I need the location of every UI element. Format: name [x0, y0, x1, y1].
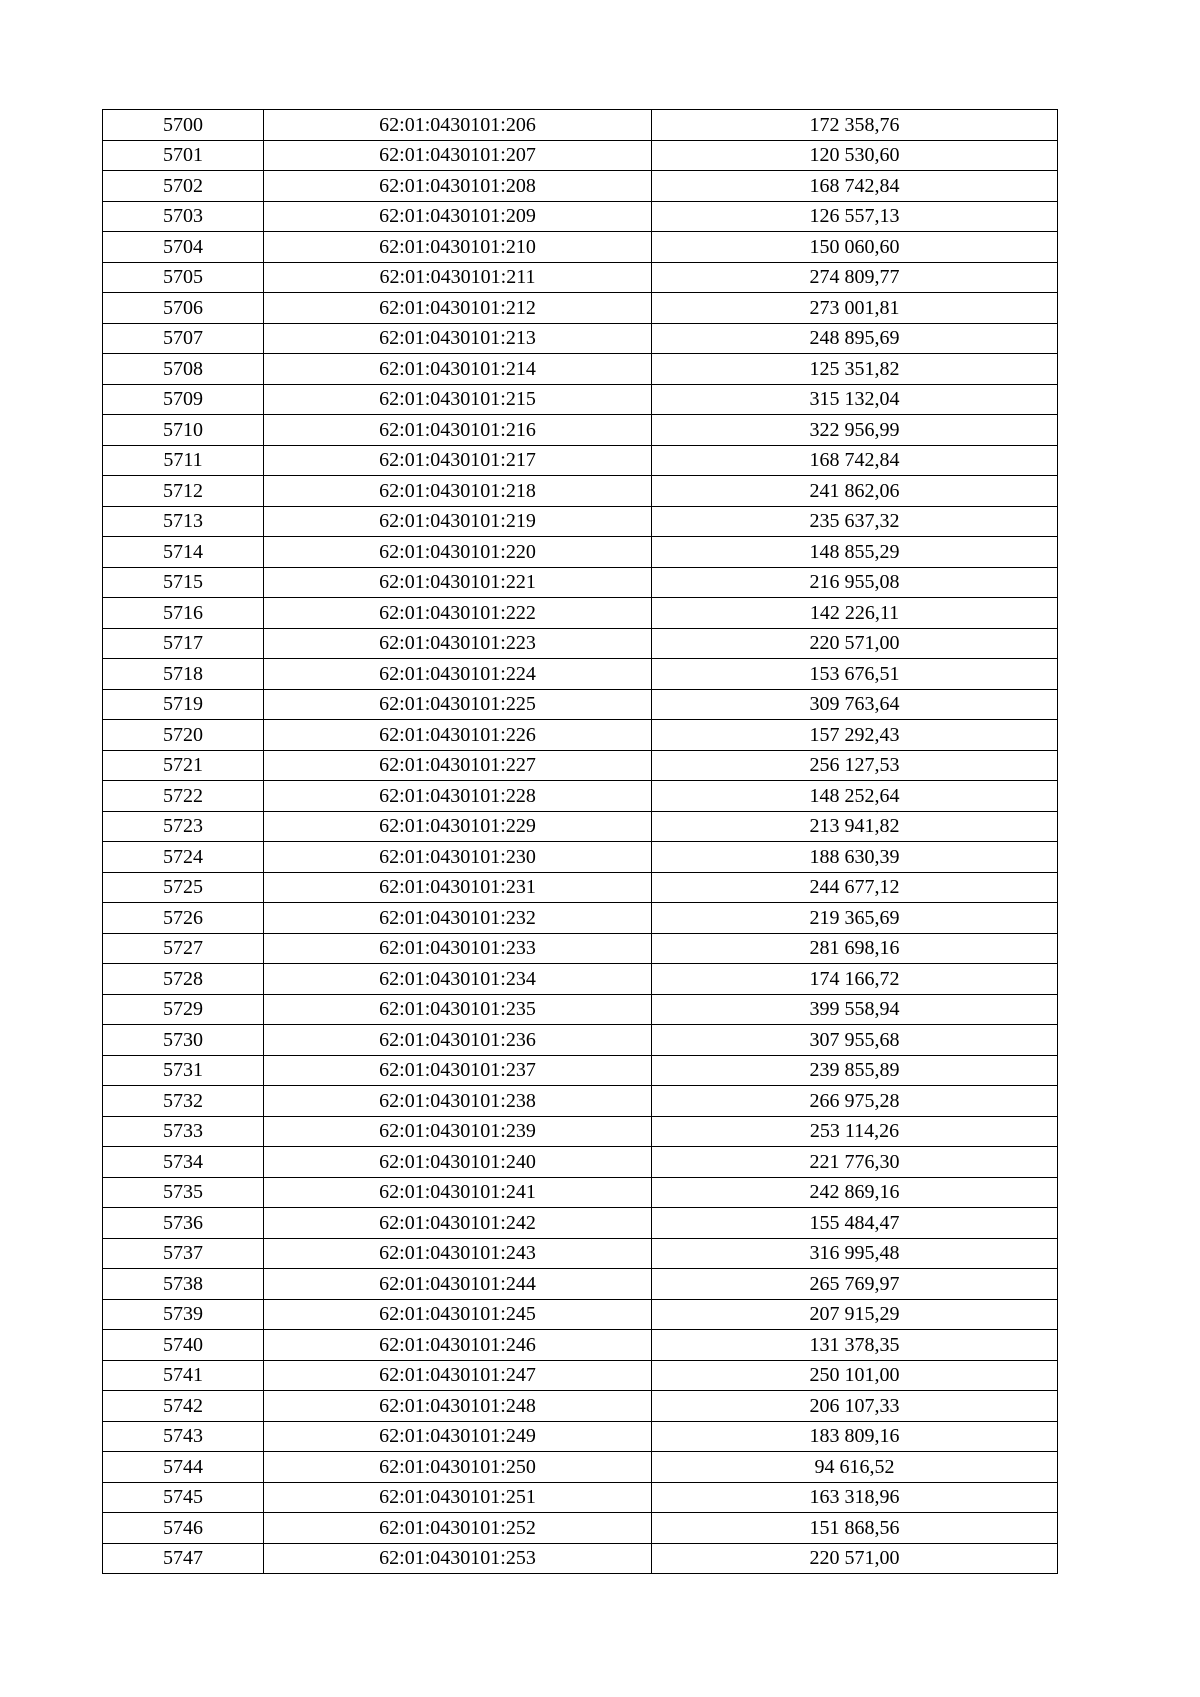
cadastral-number-cell: 62:01:0430101:251 [264, 1482, 652, 1513]
table-body [103, 110, 1058, 1574]
row-number-cell: 5727 [103, 933, 264, 964]
cadastral-number-cell: 62:01:0430101:208 [264, 171, 652, 202]
cadastral-value-cell: 94 616,52 [652, 1452, 1058, 1483]
cadastral-number-cell: 62:01:0430101:250 [264, 1452, 652, 1483]
table-row [103, 1086, 1058, 1117]
table-row [103, 1360, 1058, 1391]
table-row [103, 1299, 1058, 1330]
table-row [103, 689, 1058, 720]
row-number-cell: 5746 [103, 1513, 264, 1544]
row-number-cell: 5711 [103, 445, 264, 476]
table-row [103, 1025, 1058, 1056]
table-row [103, 354, 1058, 385]
cadastral-value-cell: 157 292,43 [652, 720, 1058, 751]
cadastral-value-cell: 206 107,33 [652, 1391, 1058, 1422]
row-number-cell: 5742 [103, 1391, 264, 1422]
cadastral-value-cell: 399 558,94 [652, 994, 1058, 1025]
table-row [103, 171, 1058, 202]
cadastral-value-cell: 266 975,28 [652, 1086, 1058, 1117]
row-number-cell: 5701 [103, 140, 264, 171]
row-number-cell: 5709 [103, 384, 264, 415]
table-row [103, 750, 1058, 781]
row-number-cell: 5739 [103, 1299, 264, 1330]
table-row [103, 445, 1058, 476]
cadastral-number-cell: 62:01:0430101:216 [264, 415, 652, 446]
cadastral-number-cell: 62:01:0430101:241 [264, 1177, 652, 1208]
row-number-cell: 5744 [103, 1452, 264, 1483]
table-row [103, 384, 1058, 415]
table-row [103, 903, 1058, 934]
cadastral-number-cell: 62:01:0430101:234 [264, 964, 652, 995]
row-number-cell: 5716 [103, 598, 264, 629]
cadastral-number-cell: 62:01:0430101:215 [264, 384, 652, 415]
cadastral-value-cell: 151 868,56 [652, 1513, 1058, 1544]
cadastral-value-cell: 219 365,69 [652, 903, 1058, 934]
row-number-cell: 5708 [103, 354, 264, 385]
cadastral-value-cell: 307 955,68 [652, 1025, 1058, 1056]
cadastral-number-cell: 62:01:0430101:211 [264, 262, 652, 293]
cadastral-value-cell: 241 862,06 [652, 476, 1058, 507]
cadastral-value-cell: 142 226,11 [652, 598, 1058, 629]
cadastral-value-cell: 274 809,77 [652, 262, 1058, 293]
cadastral-number-cell: 62:01:0430101:243 [264, 1238, 652, 1269]
cadastral-number-cell: 62:01:0430101:248 [264, 1391, 652, 1422]
table-row [103, 1543, 1058, 1574]
table-row [103, 506, 1058, 537]
cadastral-value-cell: 163 318,96 [652, 1482, 1058, 1513]
table-row [103, 537, 1058, 568]
table-row [103, 1330, 1058, 1361]
row-number-cell: 5703 [103, 201, 264, 232]
table-row [103, 1147, 1058, 1178]
row-number-cell: 5723 [103, 811, 264, 842]
cadastral-number-cell: 62:01:0430101:237 [264, 1055, 652, 1086]
row-number-cell: 5713 [103, 506, 264, 537]
row-number-cell: 5738 [103, 1269, 264, 1300]
cadastral-number-cell: 62:01:0430101:209 [264, 201, 652, 232]
cadastral-value-cell: 207 915,29 [652, 1299, 1058, 1330]
row-number-cell: 5732 [103, 1086, 264, 1117]
table-row [103, 1452, 1058, 1483]
cadastral-number-cell: 62:01:0430101:206 [264, 110, 652, 141]
row-number-cell: 5712 [103, 476, 264, 507]
cadastral-number-cell: 62:01:0430101:221 [264, 567, 652, 598]
row-number-cell: 5718 [103, 659, 264, 690]
cadastral-value-table [102, 109, 1058, 1574]
cadastral-value-cell: 188 630,39 [652, 842, 1058, 873]
table-row [103, 1482, 1058, 1513]
cadastral-value-cell: 253 114,26 [652, 1116, 1058, 1147]
cadastral-value-cell: 315 132,04 [652, 384, 1058, 415]
table-row [103, 567, 1058, 598]
cadastral-value-cell: 220 571,00 [652, 628, 1058, 659]
table-row [103, 598, 1058, 629]
row-number-cell: 5706 [103, 293, 264, 324]
row-number-cell: 5731 [103, 1055, 264, 1086]
table-row [103, 1116, 1058, 1147]
cadastral-number-cell: 62:01:0430101:235 [264, 994, 652, 1025]
row-number-cell: 5741 [103, 1360, 264, 1391]
cadastral-number-cell: 62:01:0430101:212 [264, 293, 652, 324]
row-number-cell: 5700 [103, 110, 264, 141]
row-number-cell: 5735 [103, 1177, 264, 1208]
table-row [103, 872, 1058, 903]
table-row [103, 232, 1058, 263]
table-row [103, 1513, 1058, 1544]
row-number-cell: 5702 [103, 171, 264, 202]
cadastral-number-cell: 62:01:0430101:225 [264, 689, 652, 720]
cadastral-value-cell: 273 001,81 [652, 293, 1058, 324]
table-row [103, 842, 1058, 873]
cadastral-number-cell: 62:01:0430101:230 [264, 842, 652, 873]
row-number-cell: 5707 [103, 323, 264, 354]
row-number-cell: 5733 [103, 1116, 264, 1147]
table-row [103, 323, 1058, 354]
cadastral-value-cell: 126 557,13 [652, 201, 1058, 232]
table-row [103, 110, 1058, 141]
row-number-cell: 5725 [103, 872, 264, 903]
row-number-cell: 5728 [103, 964, 264, 995]
row-number-cell: 5710 [103, 415, 264, 446]
cadastral-value-cell: 221 776,30 [652, 1147, 1058, 1178]
cadastral-value-cell: 239 855,89 [652, 1055, 1058, 1086]
row-number-cell: 5737 [103, 1238, 264, 1269]
cadastral-number-cell: 62:01:0430101:242 [264, 1208, 652, 1239]
cadastral-number-cell: 62:01:0430101:224 [264, 659, 652, 690]
row-number-cell: 5717 [103, 628, 264, 659]
cadastral-number-cell: 62:01:0430101:253 [264, 1543, 652, 1574]
cadastral-value-cell: 248 895,69 [652, 323, 1058, 354]
cadastral-number-cell: 62:01:0430101:228 [264, 781, 652, 812]
table-row [103, 659, 1058, 690]
cadastral-value-cell: 256 127,53 [652, 750, 1058, 781]
table-row [103, 994, 1058, 1025]
cadastral-number-cell: 62:01:0430101:240 [264, 1147, 652, 1178]
cadastral-number-cell: 62:01:0430101:214 [264, 354, 652, 385]
cadastral-value-cell: 216 955,08 [652, 567, 1058, 598]
cadastral-value-cell: 213 941,82 [652, 811, 1058, 842]
cadastral-value-cell: 322 956,99 [652, 415, 1058, 446]
cadastral-number-cell: 62:01:0430101:246 [264, 1330, 652, 1361]
row-number-cell: 5740 [103, 1330, 264, 1361]
cadastral-number-cell: 62:01:0430101:244 [264, 1269, 652, 1300]
table-row [103, 811, 1058, 842]
table-row [103, 1177, 1058, 1208]
table-row [103, 628, 1058, 659]
cadastral-value-cell: 309 763,64 [652, 689, 1058, 720]
table-row [103, 1208, 1058, 1239]
table-row [103, 964, 1058, 995]
table-row [103, 1269, 1058, 1300]
cadastral-value-cell: 183 809,16 [652, 1421, 1058, 1452]
cadastral-number-cell: 62:01:0430101:226 [264, 720, 652, 751]
table-row [103, 1391, 1058, 1422]
table-row [103, 293, 1058, 324]
table-row [103, 933, 1058, 964]
cadastral-value-cell: 281 698,16 [652, 933, 1058, 964]
cadastral-number-cell: 62:01:0430101:233 [264, 933, 652, 964]
row-number-cell: 5736 [103, 1208, 264, 1239]
cadastral-value-cell: 265 769,97 [652, 1269, 1058, 1300]
cadastral-number-cell: 62:01:0430101:207 [264, 140, 652, 171]
table-row [103, 140, 1058, 171]
table-row [103, 415, 1058, 446]
cadastral-number-cell: 62:01:0430101:232 [264, 903, 652, 934]
table-row [103, 781, 1058, 812]
row-number-cell: 5719 [103, 689, 264, 720]
cadastral-number-cell: 62:01:0430101:219 [264, 506, 652, 537]
row-number-cell: 5720 [103, 720, 264, 751]
cadastral-number-cell: 62:01:0430101:222 [264, 598, 652, 629]
cadastral-number-cell: 62:01:0430101:227 [264, 750, 652, 781]
cadastral-value-cell: 153 676,51 [652, 659, 1058, 690]
cadastral-value-cell: 174 166,72 [652, 964, 1058, 995]
cadastral-value-cell: 168 742,84 [652, 171, 1058, 202]
cadastral-value-cell: 148 252,64 [652, 781, 1058, 812]
cadastral-value-cell: 242 869,16 [652, 1177, 1058, 1208]
table-row [103, 262, 1058, 293]
row-number-cell: 5747 [103, 1543, 264, 1574]
row-number-cell: 5714 [103, 537, 264, 568]
table-row [103, 1238, 1058, 1269]
cadastral-value-cell: 131 378,35 [652, 1330, 1058, 1361]
cadastral-number-cell: 62:01:0430101:213 [264, 323, 652, 354]
table-row [103, 720, 1058, 751]
cadastral-number-cell: 62:01:0430101:218 [264, 476, 652, 507]
table-row [103, 1055, 1058, 1086]
cadastral-number-cell: 62:01:0430101:223 [264, 628, 652, 659]
cadastral-value-cell: 220 571,00 [652, 1543, 1058, 1574]
cadastral-number-cell: 62:01:0430101:238 [264, 1086, 652, 1117]
cadastral-value-cell: 148 855,29 [652, 537, 1058, 568]
cadastral-value-cell: 250 101,00 [652, 1360, 1058, 1391]
row-number-cell: 5721 [103, 750, 264, 781]
row-number-cell: 5745 [103, 1482, 264, 1513]
row-number-cell: 5743 [103, 1421, 264, 1452]
table-row [103, 1421, 1058, 1452]
table-row [103, 201, 1058, 232]
cadastral-number-cell: 62:01:0430101:245 [264, 1299, 652, 1330]
cadastral-number-cell: 62:01:0430101:252 [264, 1513, 652, 1544]
cadastral-value-cell: 150 060,60 [652, 232, 1058, 263]
cadastral-value-cell: 168 742,84 [652, 445, 1058, 476]
cadastral-number-cell: 62:01:0430101:239 [264, 1116, 652, 1147]
cadastral-number-cell: 62:01:0430101:249 [264, 1421, 652, 1452]
cadastral-number-cell: 62:01:0430101:231 [264, 872, 652, 903]
row-number-cell: 5734 [103, 1147, 264, 1178]
cadastral-number-cell: 62:01:0430101:220 [264, 537, 652, 568]
cadastral-number-cell: 62:01:0430101:236 [264, 1025, 652, 1056]
cadastral-value-cell: 125 351,82 [652, 354, 1058, 385]
row-number-cell: 5730 [103, 1025, 264, 1056]
row-number-cell: 5724 [103, 842, 264, 873]
row-number-cell: 5726 [103, 903, 264, 934]
row-number-cell: 5704 [103, 232, 264, 263]
cadastral-number-cell: 62:01:0430101:229 [264, 811, 652, 842]
cadastral-value-cell: 235 637,32 [652, 506, 1058, 537]
row-number-cell: 5715 [103, 567, 264, 598]
table-row [103, 476, 1058, 507]
row-number-cell: 5729 [103, 994, 264, 1025]
cadastral-number-cell: 62:01:0430101:247 [264, 1360, 652, 1391]
cadastral-number-cell: 62:01:0430101:217 [264, 445, 652, 476]
cadastral-value-cell: 172 358,76 [652, 110, 1058, 141]
row-number-cell: 5722 [103, 781, 264, 812]
cadastral-value-cell: 244 677,12 [652, 872, 1058, 903]
cadastral-number-cell: 62:01:0430101:210 [264, 232, 652, 263]
row-number-cell: 5705 [103, 262, 264, 293]
cadastral-value-cell: 120 530,60 [652, 140, 1058, 171]
cadastral-value-cell: 155 484,47 [652, 1208, 1058, 1239]
cadastral-value-cell: 316 995,48 [652, 1238, 1058, 1269]
